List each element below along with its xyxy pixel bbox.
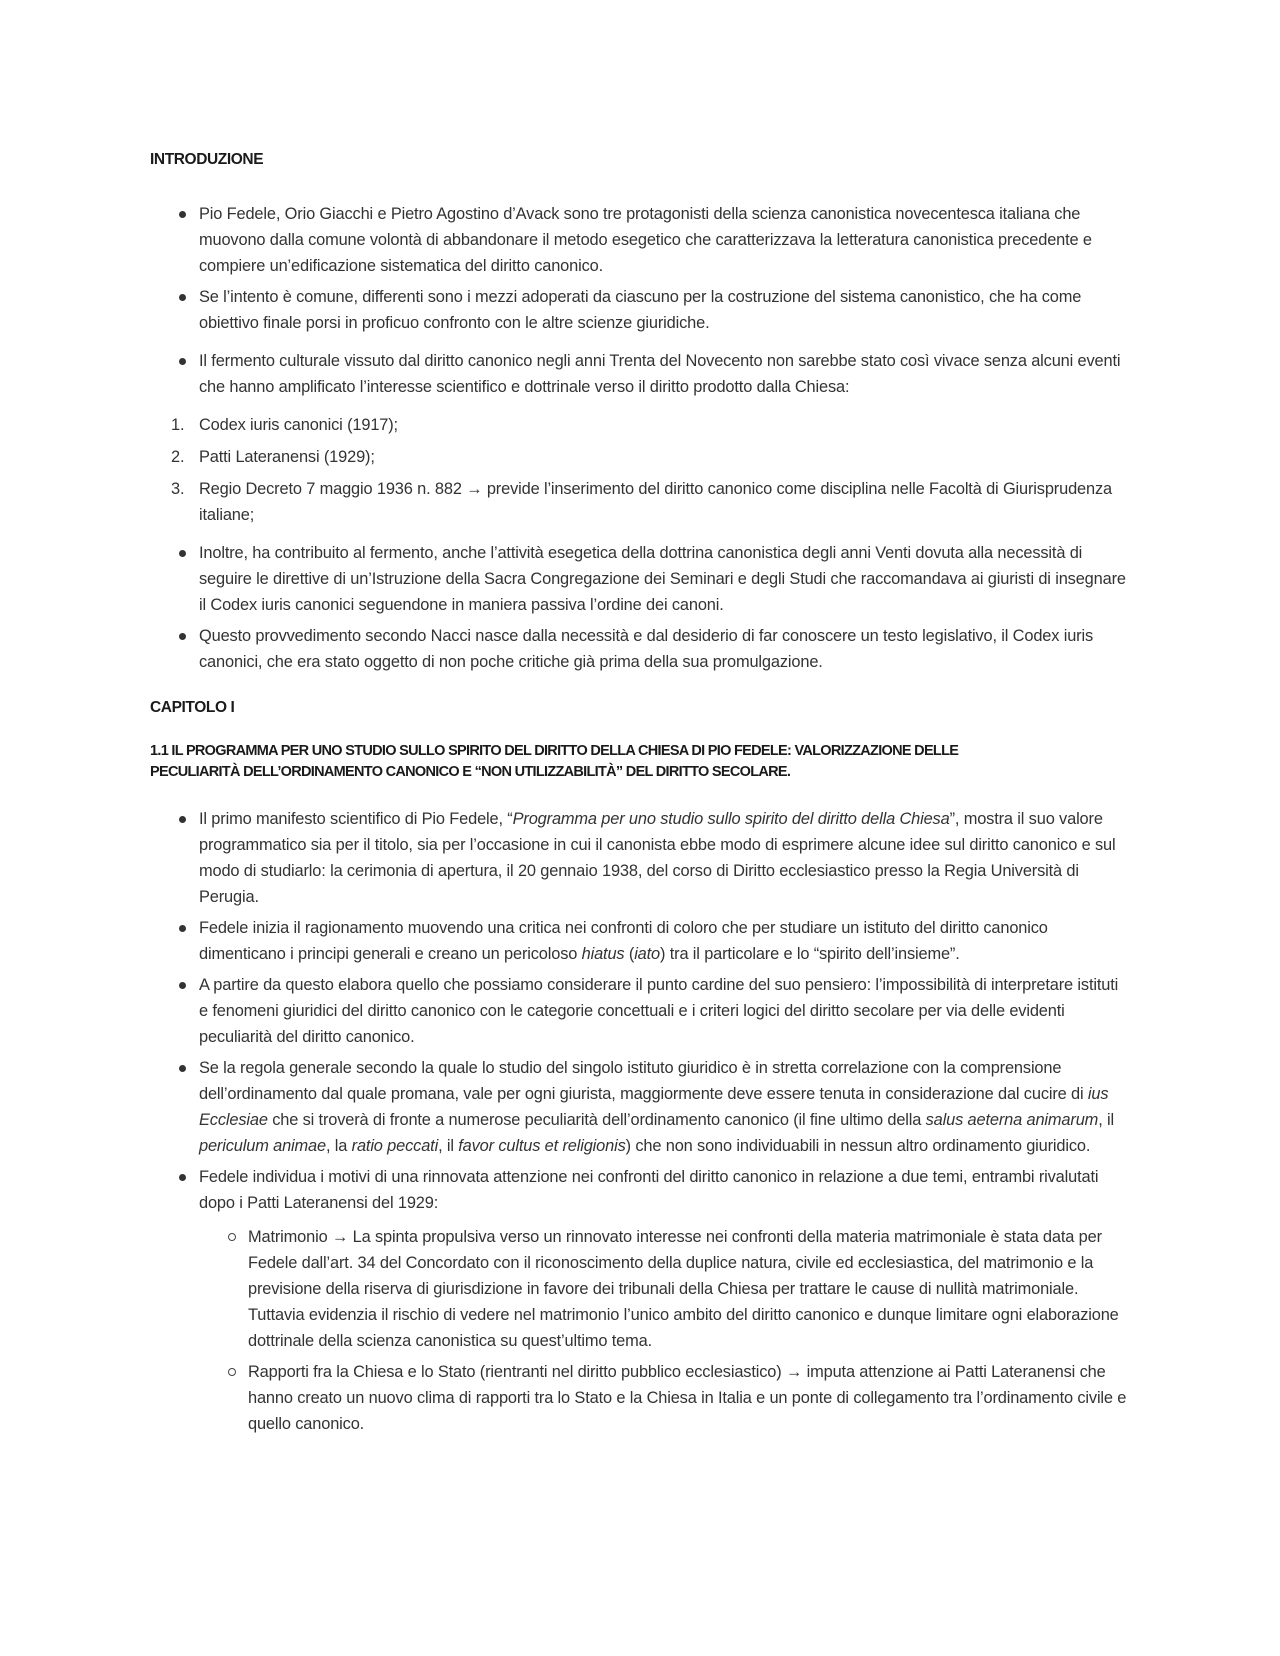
bullet-icon	[179, 816, 186, 823]
bullet-icon	[179, 358, 186, 365]
intro-heading: INTRODUZIONE	[150, 151, 264, 168]
bullet-icon	[179, 1065, 186, 1072]
list-item: Il primo manifesto scientifico di Pio Fedele, “Programma per uno studio sullo spirito del diritto della Chiesa”, mostra il suo valore programmatico sia per il titolo, sia per l’occasione in cui il canonista ebbe modo di esprimere alcune idee sul diritto canonico e sul modo di studiarlo: la cerimonia di apertura, il 20 gennaio 1938, del corso di Diritto ecclesiastico presso la Regia Università di Perugia.	[150, 806, 1130, 910]
bullet-icon	[179, 550, 186, 557]
chapter-sub-list	[150, 1224, 1130, 1437]
list-item: A partire da questo elabora quello che possiamo considerare il punto cardine del suo pensiero: l’impossibilità di interpretare istituti e fenomeni giuridici del diritto canonico con le categorie concettuali e i criteri logici del diritto secolare per via delle evidenti peculiarità del diritto canonico.	[150, 972, 1130, 1050]
bullet-icon	[179, 294, 186, 301]
bullet-icon	[179, 925, 186, 932]
list-item: Se l’intento è comune, differenti sono i mezzi adoperati da ciascuno per la costruzione del sistema canonistico, che ha come obiettivo finale porsi in proficuo confronto con le altre scienze giuridiche.	[150, 284, 1130, 336]
bullet-icon	[179, 982, 186, 989]
list-item: 2. Patti Lateranensi (1929);	[171, 448, 375, 466]
list-item: Fedele inizia il ragionamento muovendo una critica nei confronti di coloro che per studiare un istituto del diritto canonico dimenticano i principi generali e creano un pericoloso hiatus (iato) tra il particolare e lo “spirito dell’insieme”.	[150, 915, 1130, 967]
intro-numbered-list	[150, 412, 1130, 528]
list-item: 1. Codex iuris canonici (1917);	[171, 416, 398, 434]
chapter-heading: CAPITOLO I	[150, 699, 235, 716]
bullet-icon	[179, 211, 186, 218]
section-title: 1.1 IL PROGRAMMA PER UNO STUDIO SULLO SPIRITO DEL DIRITTO DELLA CHIESA DI PIO FEDELE: VALORIZZAZIONE DELLE PECULIARITÀ DELL’ORDINAMENTO CANONICO E “NON UTILIZZABILITÀ” DEL DIRITTO SECOLARE.	[150, 743, 959, 780]
list-item: 3. Regio Decreto 7 maggio 1936 n. 882 → previde l’inserimento del diritto canonico come disciplina nelle Facoltà di Giurisprudenza italiane;	[171, 480, 1112, 524]
bullet-icon	[179, 633, 186, 640]
circle-bullet-icon	[228, 1233, 236, 1241]
intro-bullet-list	[150, 201, 1130, 400]
circle-bullet-icon	[228, 1368, 236, 1376]
list-item: Inoltre, ha contribuito al fermento, anche l’attività esegetica della dottrina canonistica degli anni Venti dovuta alla necessità di seguire le direttive di un’Istruzione della Sacra Congregazione dei Seminari e degli Studi che raccomandava ai giuristi di insegnare il Codex iuris canonici seguendone in maniera passiva l’ordine dei canoni.	[150, 540, 1130, 618]
list-item: Se la regola generale secondo la quale lo studio del singolo istituto giuridico è in stretta correlazione con la comprensione dell’ordinamento dal quale promana, vale per ogni giurista, maggiormente deve essere tenuta in considerazione dal cucire di ius Ecclesiae che si troverà di fronte a numerose peculiarità dell’ordinamento canonico (il fine ultimo della salus aeterna animarum, il periculum animae, la ratio peccati, il favor cultus et religionis) che non sono individuabili in nessun altro ordinamento giuridico.	[150, 1055, 1130, 1159]
intro-bullet-list-2	[150, 540, 1130, 675]
list-item: Pio Fedele, Orio Giacchi e Pietro Agostino d’Avack sono tre protagonisti della scienza canonistica novecentesca italiana che muovono dalla comune volontà di abbandonare il metodo esegetico che caratterizzava la letteratura canonistica precedente e compiere un’edificazione sistematica del diritto canonico.	[150, 201, 1130, 279]
list-item: Matrimonio → La spinta propulsiva verso un rinnovato interesse nei confronti della materia matrimoniale è stata data per Fedele dall’art. 34 del Concordato con il riconoscimento della duplice natura, civile ed ecclesiastica, del matrimonio e la previsione della riserva di giurisdizione in favore dei tribunali della Chiesa per trattare le cause di nullità matrimoniale. Tuttavia evidenzia il rischio di vedere nel matrimonio l’unico ambito del diritto canonico e dunque limitare ogni elaborazione dottrinale della scienza canonistica su quest’ultimo tema.	[150, 1224, 1130, 1354]
list-item: Questo provvedimento secondo Nacci nasce dalla necessità e dal desiderio di far conoscere un testo legislativo, il Codex iuris canonici, che era stato oggetto di non poche critiche già prima della sua promulgazione.	[150, 623, 1130, 675]
list-item: Il fermento culturale vissuto dal diritto canonico negli anni Trenta del Novecento non sarebbe stato così vivace senza alcuni eventi che hanno amplificato l’interesse scientifico e dottrinale verso il diritto prodotto dalla Chiesa:	[150, 348, 1130, 400]
bullet-icon	[179, 1174, 186, 1181]
chapter-bullet-list	[150, 806, 1130, 1216]
list-item: Rapporti fra la Chiesa e lo Stato (rientranti nel diritto pubblico ecclesiastico) → imputa attenzione ai Patti Lateranensi che hanno creato un nuovo clima di rapporti tra lo Stato e la Chiesa in Italia e un ponte di collegamento tra l’ordinamento civile e quello canonico.	[150, 1359, 1130, 1437]
list-item: Fedele individua i motivi di una rinnovata attenzione nei confronti del diritto canonico in relazione a due temi, entrambi rivalutati dopo i Patti Lateranensi del 1929:	[150, 1164, 1130, 1216]
